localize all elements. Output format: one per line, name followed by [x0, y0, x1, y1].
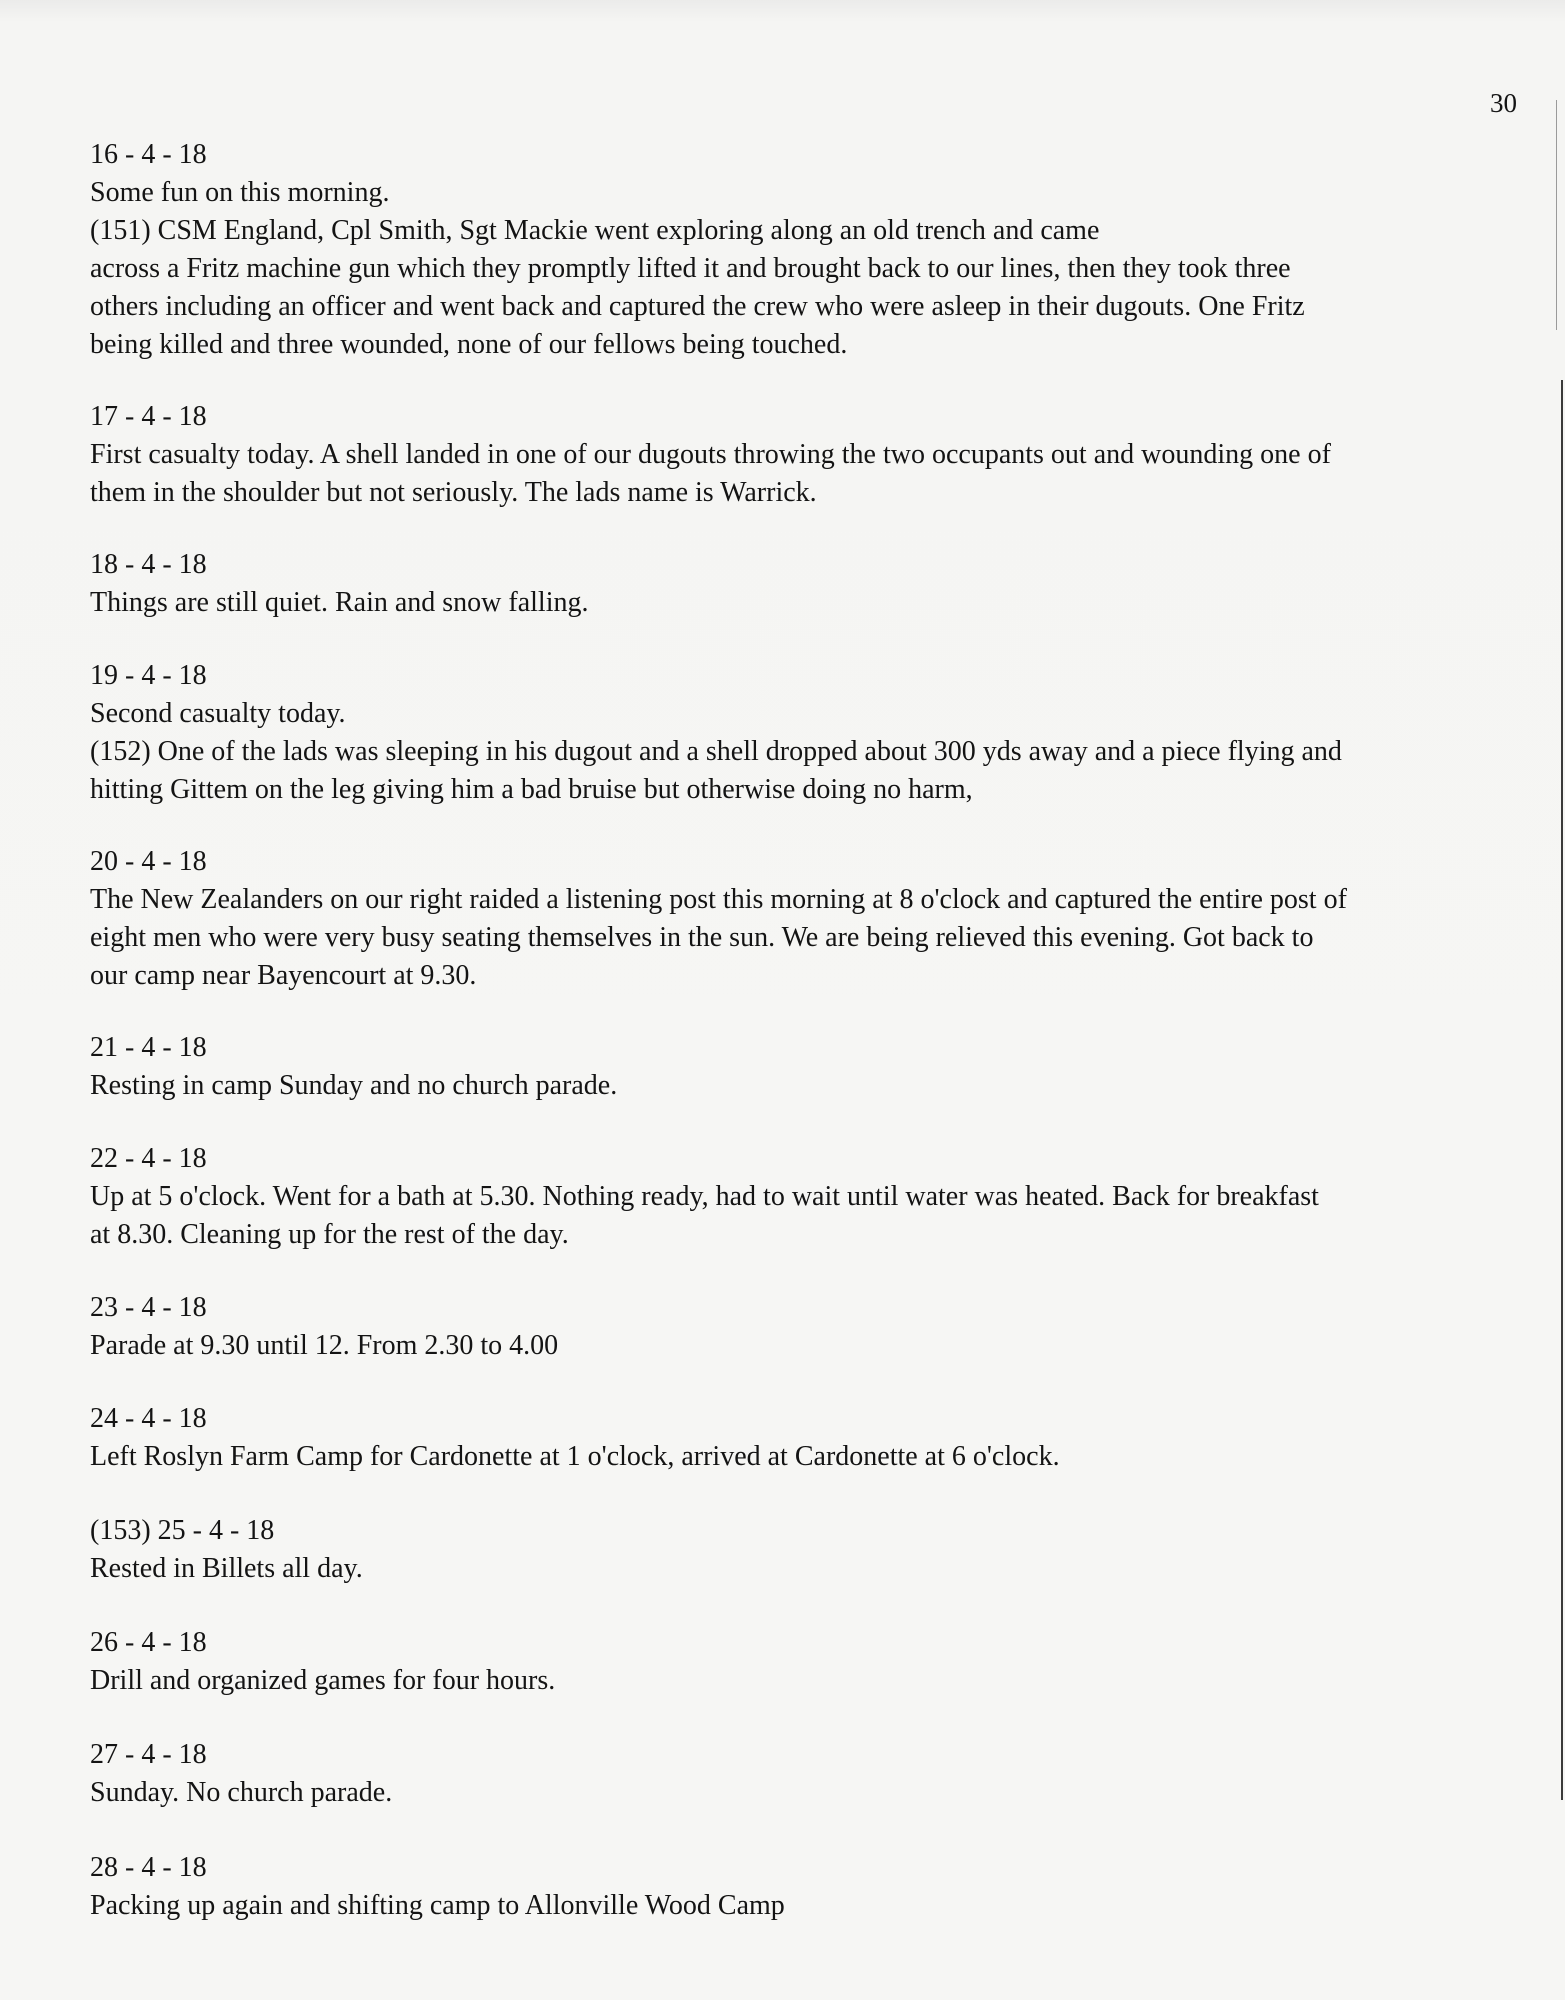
- entry-text-line: First casualty today. A shell landed in one of our dugouts throwing the two occupants out and wounding one of: [90, 439, 1331, 470]
- diary-entry: [90, 1512, 1530, 1588]
- entry-text-line: Things are still quiet. Rain and snow falling.: [90, 587, 589, 618]
- entry-date: 21 - 4 - 18: [90, 1032, 207, 1063]
- entry-date: 20 - 4 - 18: [90, 846, 207, 877]
- diary-entry: [90, 1029, 1530, 1105]
- diary-entry: [90, 657, 1530, 809]
- entry-text-line: Left Roslyn Farm Camp for Cardonette at 1 o'clock, arrived at Cardonette at 6 o'clock.: [90, 1441, 1060, 1472]
- entry-text-line: (152) One of the lads was sleeping in his dugout and a shell dropped about 300 yds away and a piece flying and: [90, 736, 1342, 767]
- entry-text-line: Some fun on this morning.: [90, 177, 390, 208]
- page-edge-shadow: [1556, 100, 1557, 330]
- entry-text-line: eight men who were very busy seating themselves in the sun. We are being relieved this evening. Got back to: [90, 922, 1314, 953]
- diary-entry: [90, 843, 1530, 995]
- entry-date: 22 - 4 - 18: [90, 1143, 207, 1174]
- entry-date: 18 - 4 - 18: [90, 549, 207, 580]
- diary-entry: [90, 1140, 1530, 1254]
- entry-text-line: The New Zealanders on our right raided a listening post this morning at 8 o'clock and captured the entire post of: [90, 884, 1347, 915]
- diary-entry: [90, 1400, 1530, 1476]
- entry-text-line: Packing up again and shifting camp to Allonville Wood Camp: [90, 1890, 785, 1921]
- entry-text-line: Rested in Billets all day.: [90, 1553, 363, 1584]
- entry-date: 27 - 4 - 18: [90, 1739, 207, 1770]
- page-number: 30: [1490, 88, 1517, 118]
- entry-text-line: hitting Gittem on the leg giving him a bad bruise but otherwise doing no harm,: [90, 774, 973, 805]
- entry-text-line: our camp near Bayencourt at 9.30.: [90, 960, 477, 991]
- diary-entry: [90, 1849, 1530, 1925]
- entry-text-line: at 8.30. Cleaning up for the rest of the day.: [90, 1219, 569, 1250]
- entry-text-line: across a Fritz machine gun which they promptly lifted it and brought back to our lines, then they took three: [90, 253, 1291, 284]
- entry-date: (153) 25 - 4 - 18: [90, 1515, 275, 1546]
- diary-entry: [90, 398, 1530, 512]
- entry-text-line: Parade at 9.30 until 12. From 2.30 to 4.00: [90, 1330, 559, 1361]
- entry-date: 28 - 4 - 18: [90, 1852, 207, 1883]
- entry-text-line: Resting in camp Sunday and no church parade.: [90, 1070, 618, 1101]
- entry-text-line: Second casualty today.: [90, 698, 346, 729]
- entry-date: 19 - 4 - 18: [90, 660, 207, 691]
- diary-entry: [90, 1289, 1530, 1365]
- diary-entry: [90, 546, 1530, 622]
- entry-text-line: (151) CSM England, Cpl Smith, Sgt Mackie went exploring along an old trench and came: [90, 215, 1100, 246]
- entry-date: 24 - 4 - 18: [90, 1403, 207, 1434]
- diary-entry: [90, 136, 1530, 364]
- entry-date: 17 - 4 - 18: [90, 401, 207, 432]
- entry-text-line: others including an officer and went back and captured the crew who were asleep in their dugouts. One Fritz: [90, 291, 1305, 322]
- entry-text-line: Drill and organized games for four hours.: [90, 1665, 556, 1696]
- entry-text-line: them in the shoulder but not seriously. The lads name is Warrick.: [90, 477, 817, 508]
- page-edge-line: [1561, 380, 1563, 1800]
- entry-date: 23 - 4 - 18: [90, 1292, 207, 1323]
- entry-text-line: Sunday. No church parade.: [90, 1777, 393, 1808]
- entry-date: 16 - 4 - 18: [90, 139, 207, 170]
- diary-entry: [90, 1736, 1530, 1812]
- diary-entry: [90, 1624, 1530, 1700]
- entry-date: 26 - 4 - 18: [90, 1627, 207, 1658]
- entry-text-line: Up at 5 o'clock. Went for a bath at 5.30. Nothing ready, had to wait until water was heated. Back for breakfast: [90, 1181, 1319, 1212]
- entry-text-line: being killed and three wounded, none of our fellows being touched.: [90, 329, 848, 360]
